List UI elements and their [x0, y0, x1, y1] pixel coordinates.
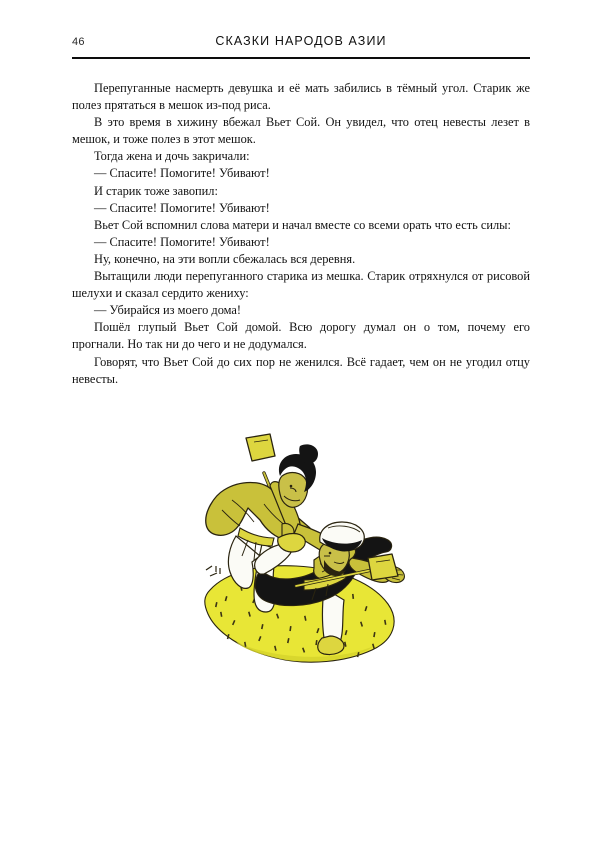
axe-head-upper — [246, 434, 275, 461]
dialogue-line: — Спасите! Помогите! Убивают! — [94, 234, 270, 249]
running-head-title: СКАЗКИ НАРОДОВ АЗИИ — [215, 34, 387, 48]
illustration-artwork — [196, 420, 412, 682]
foot-old-man — [318, 636, 344, 655]
paragraph: Говорят, что Вьет Сой до сих пор не женился. Всё гадает, чем он не угодил отцу невесты. — [72, 354, 530, 386]
paragraph: И старик тоже завопил: — [94, 183, 218, 198]
body-text — [72, 80, 530, 388]
paragraph: Перепуганные насмерть девушка и её мать забились в тёмный угол. Старик же полез прятаться в мешок из-под риса. — [72, 81, 530, 113]
running-head — [72, 34, 530, 54]
head-upper-figure — [279, 473, 308, 508]
motion-marks — [206, 566, 220, 576]
axe-head-lower — [368, 554, 398, 580]
dialogue-line: — Спасите! Помогите! Убивают! — [94, 200, 270, 215]
dialogue-line: — Убирайся из моего дома! — [94, 303, 242, 318]
paragraph: В это время в хижину вбежал Вьет Сой. Он увидел, что отец невесты лезет в мешок, и тоже полез в этот мешок. — [72, 115, 530, 147]
illustration — [196, 420, 412, 682]
paragraph: Вьет Сой вспомнил слова матери и начал вместе со всеми орать что есть силы: — [94, 217, 511, 232]
header-rule — [72, 57, 530, 59]
paragraph: Тогда жена и дочь закричали: — [94, 149, 250, 164]
paragraph: Вытащили люди перепуганного старика из мешка. Старик отряхнулся от рисовой шелухи и сказал сердито жениху: — [72, 269, 530, 301]
paragraph: Ну, конечно, на эти вопли сбежалась вся деревня. — [94, 251, 356, 266]
shoe-raised-old-man — [278, 534, 306, 553]
page-number: 46 — [72, 36, 85, 48]
dialogue-line: — Спасите! Помогите! Убивают! — [94, 166, 270, 181]
paragraph: Пошёл глупый Вьет Сой домой. Всю дорогу думал он о том, почему его прогнали. Но так ни до чего и не додумался. — [72, 320, 530, 352]
